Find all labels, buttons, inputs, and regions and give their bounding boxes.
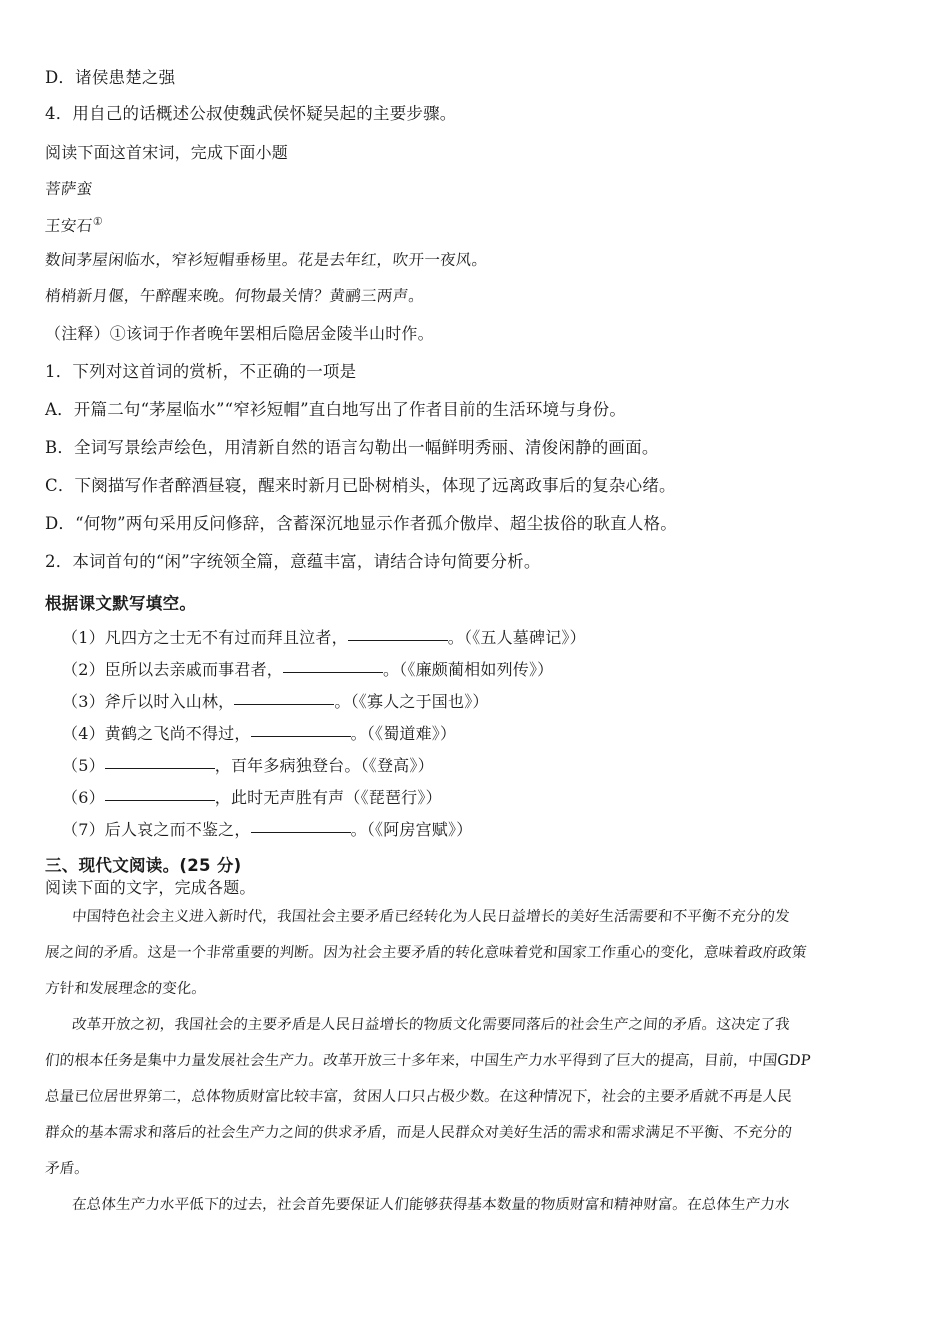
dictation-item-7 <box>62 817 472 840</box>
dictation-item-4-before: 黄鹤之飞尚不得过， <box>104 724 251 743</box>
dictation-item-5 <box>62 753 434 776</box>
reading-p2-line3: 总量已位居世界第二，总体物质财富比较丰富，贫困人口只占极少数。在这种情况下，社会的主要矛盾就不再是人民 <box>44 1088 793 1105</box>
poem-line-1: 数间茅屋闲临水，窄衫短帽垂杨里。花是去年红，吹开一夜风。 <box>44 251 489 269</box>
dictation-item-4-number: （4） <box>62 724 105 743</box>
dictation-item-1-before: 凡四方之士无不有过而拜且泣者， <box>104 628 348 647</box>
option-d-previous: D．诸侯患楚之强 <box>45 68 176 87</box>
dictation-item-1-blank[interactable] <box>348 625 448 641</box>
reading-instruction: 阅读下面的文字，完成各题。 <box>45 878 256 897</box>
dictation-item-2-before: 臣所以去亲戚而事君者， <box>104 660 283 679</box>
dictation-item-6-number: （6） <box>62 788 105 807</box>
dictation-item-4-blank[interactable] <box>251 721 351 737</box>
reading-p2-line2: 们的根本任务是集中力量发展社会生产力。改革开放三十多年来，中国生产力水平得到了巨大的提高，目前，中国GDP <box>44 1052 812 1069</box>
poem-line-2: 梢梢新月偃，午醉醒来晚。何物最关情？黄鹂三两声。 <box>44 287 426 305</box>
poem-author <box>44 215 103 237</box>
reading-p1-line3: 方针和发展理念的变化。 <box>44 980 207 997</box>
poem-option-a: A．开篇二句“茅屋临水”“窄衫短帽”直白地写出了作者目前的生活环境与身份。 <box>45 400 627 419</box>
dictation-item-4 <box>62 721 456 744</box>
dictation-item-7-number: （7） <box>62 820 105 839</box>
reading-p2-line4: 群众的基本需求和落后的社会生产力之间的供求矛盾，而是人民群众对美好生活的需求和需求满足不平衡、不充分的 <box>44 1124 793 1141</box>
dictation-item-1-after: 。（《五人墓碑记》） <box>447 628 586 647</box>
dictation-heading: 根据课文默写填空。 <box>45 594 197 613</box>
poem-title: 菩萨蛮 <box>44 180 94 198</box>
dictation-item-2-after: 。（《廉颇蔺相如列传》） <box>382 660 554 679</box>
poem-option-d: D．“何物”两句采用反问修辞，含蓄深沉地显示作者孤介傲岸、超尘拔俗的耿直人格。 <box>45 514 677 533</box>
poem-author-footnote-marker: ① <box>92 215 104 228</box>
poem-question-1: 1．下列对这首词的赏析，不正确的一项是 <box>45 362 357 381</box>
reading-section-heading: 三、现代文阅读。(25 分) <box>45 856 242 875</box>
dictation-item-3-before: 斧斤以时入山林， <box>104 692 235 711</box>
reading-p3-line1: 在总体生产力水平低下的过去，社会首先要保证人们能够获得基本数量的物质财富和精神财富。在总体生产力水 <box>71 1196 791 1213</box>
poem-author-name: 王安石 <box>44 217 94 236</box>
dictation-item-4-after: 。（《蜀道难》） <box>350 724 457 743</box>
question-4: 4．用自己的话概述公叔使魏武侯怀疑吴起的主要步骤。 <box>45 104 457 123</box>
dictation-item-3-blank[interactable] <box>234 689 334 705</box>
dictation-item-5-number: （5） <box>62 756 105 775</box>
dictation-item-6-blank[interactable] <box>105 785 215 801</box>
dictation-item-1-number: （1） <box>62 628 105 647</box>
dictation-item-1 <box>62 625 586 648</box>
dictation-item-7-before: 后人哀之而不鉴之， <box>104 820 251 839</box>
poem-question-2: 2．本词首句的“闲”字统领全篇，意蕴丰富，请结合诗句简要分析。 <box>45 552 541 571</box>
dictation-item-7-blank[interactable] <box>251 817 351 833</box>
reading-p1-line1: 中国特色社会主义进入新时代，我国社会主要矛盾已经转化为人民日益增长的美好生活需要和不平衡不充分的发 <box>71 908 791 925</box>
poem-option-b: B．全词写景绘声绘色，用清新自然的语言勾勒出一幅鲜明秀丽、清俊闲静的画面。 <box>45 438 659 457</box>
poem-note: （注释）①该词于作者晚年罢相后隐居金陵半山时作。 <box>45 324 434 343</box>
dictation-item-6 <box>62 785 442 808</box>
dictation-item-7-after: 。（《阿房宫赋》） <box>350 820 473 839</box>
dictation-item-2-number: （2） <box>62 660 105 679</box>
dictation-item-5-after: ，百年多病独登台。（《登高》） <box>214 756 434 775</box>
dictation-item-6-after: ，此时无声胜有声（《琵琶行》） <box>214 788 442 807</box>
reading-p1-line2: 展之间的矛盾。这是一个非常重要的判断。因为社会主要矛盾的转化意味着党和国家工作重心的变化，意味着政府政策 <box>44 944 808 961</box>
poem-option-c: C．下阕描写作者醉酒昼寝，醒来时新月已卧树梢头，体现了远离政事后的复杂心绪。 <box>45 476 676 495</box>
reading-p2-line5: 矛盾。 <box>44 1160 90 1177</box>
dictation-item-5-blank[interactable] <box>105 753 215 769</box>
dictation-item-2 <box>62 657 553 680</box>
poem-instruction: 阅读下面这首宋词，完成下面小题 <box>45 143 289 162</box>
dictation-item-3-number: （3） <box>62 692 105 711</box>
dictation-item-2-blank[interactable] <box>283 657 383 673</box>
reading-p2-line1: 改革开放之初，我国社会的主要矛盾是人民日益增长的物质文化需要同落后的社会生产之间的矛盾。这决定了我 <box>71 1016 791 1033</box>
dictation-item-3 <box>62 689 489 712</box>
dictation-item-3-after: 。（《寡人之于国也》） <box>334 692 489 711</box>
